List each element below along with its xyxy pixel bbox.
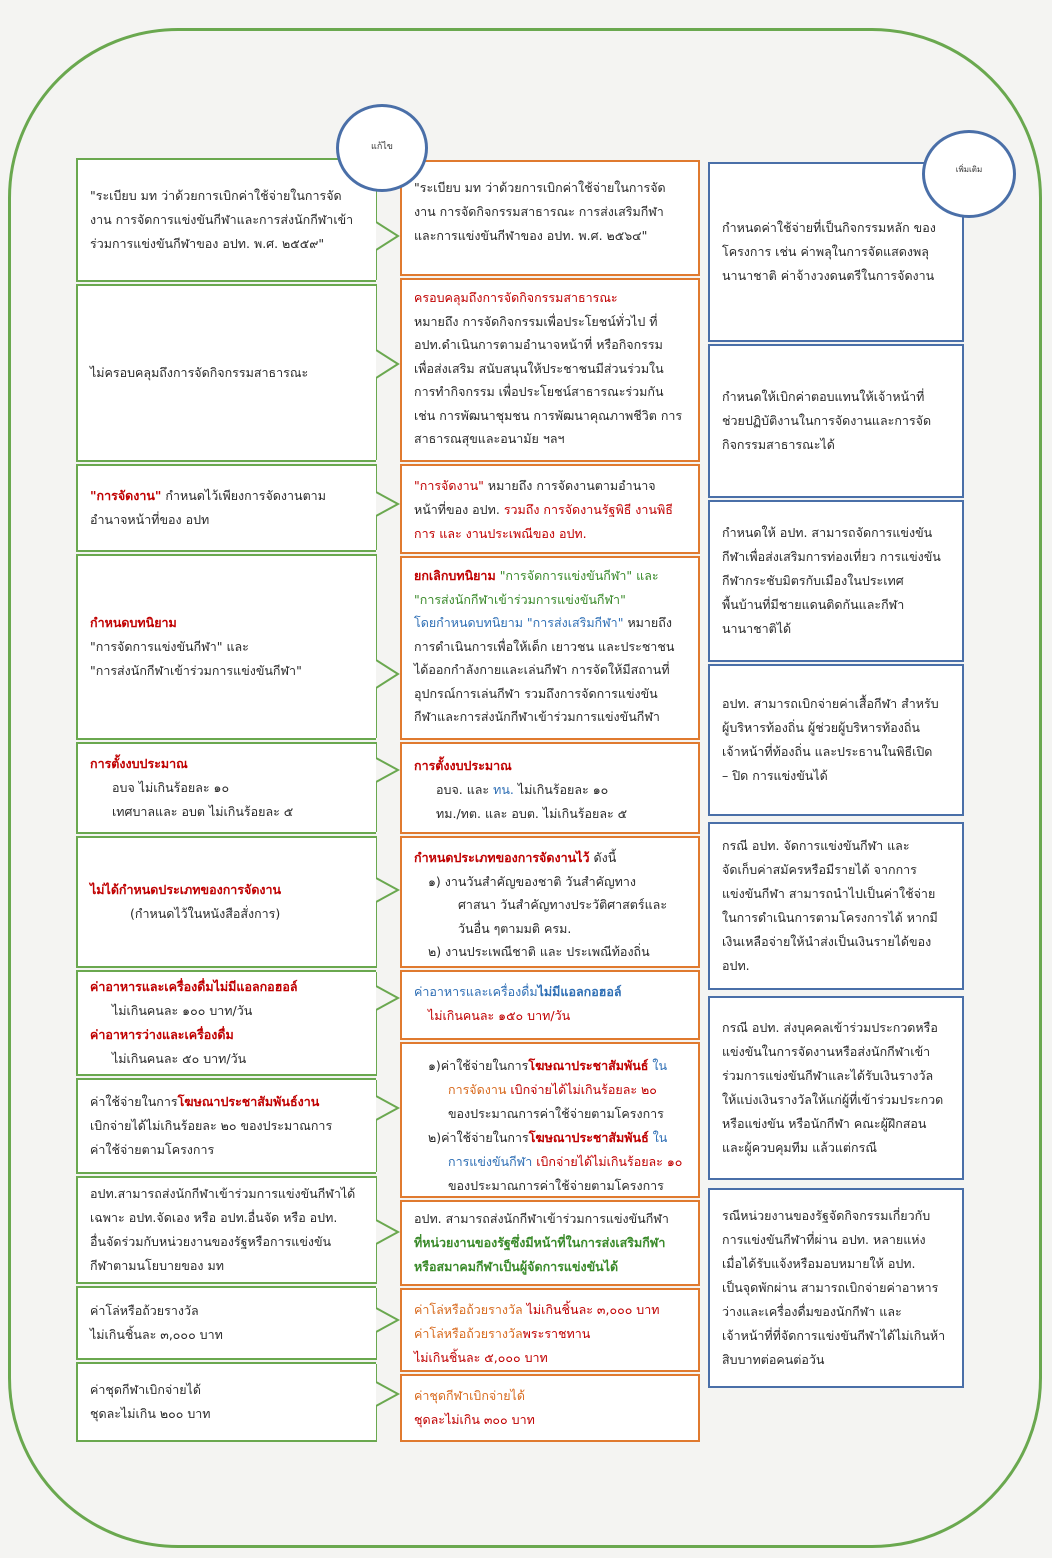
- right-box-7: [708, 1188, 964, 1388]
- middle-box-3: [400, 464, 700, 554]
- left-7-line-1: ไม่เกินคนละ ๑๐๐ บาท/วัน: [112, 1003, 253, 1018]
- middle-10-b2: พระราชทาน: [522, 1326, 591, 1341]
- middle-6-line-1: ๑) งานวันสำคัญของชาติ วันสำคัญทาง: [428, 873, 637, 889]
- right-3-line-5: นานาชาติได้: [722, 621, 792, 636]
- middle-box-7: [400, 970, 700, 1040]
- middle-6-head: กำหนดประเภทของการจัดงานไว้: [414, 850, 590, 865]
- middle-box-6: [400, 836, 700, 968]
- right-7-line-4: เป็นจุดพักผ่าน สามารถเบิกจ่ายค่าอาหาร: [722, 1280, 939, 1295]
- middle-8-p2f: ของประมาณการค่าใช้จ่ายตามโครงการ: [448, 1178, 664, 1193]
- middle-8-p1f: ของประมาณการค่าใช้จ่ายตามโครงการ: [448, 1106, 664, 1121]
- left-8-pre: ค่าใช้จ่ายในการ: [90, 1094, 178, 1109]
- middle-box-1: [400, 160, 700, 276]
- middle-box-4: [400, 556, 700, 740]
- middle-10-a2: ไม่เกินชิ้นละ ๓,๐๐๐ บาท: [526, 1302, 660, 1317]
- middle-4-line-1: การดำเนินการเพื่อให้เด็ก เยาวชน และประชาชน: [414, 638, 675, 654]
- add-circle-label: เพิ่มเติม: [955, 165, 983, 174]
- right-7-line-7: สิบบาทต่อคนต่อวัน: [722, 1352, 825, 1367]
- middle-8-p2b: โฆษณาประชาสัมพันธ์: [528, 1130, 649, 1145]
- right-box-3: [708, 500, 964, 662]
- right-6-line-2: แข่งขันในการจัดงานหรือส่งนักกีฬาเข้า: [722, 1044, 931, 1059]
- right-4-line-3: เจ้าหน้าที่ท้องถิ่น และประธานในพิธีเปิด: [722, 744, 933, 759]
- right-1-line-2: โครงการ เช่น ค่าพลุในการจัดแสดงพลุ: [722, 244, 929, 259]
- middle-4-h3b: หมายถึง: [627, 615, 672, 630]
- middle-4-h3: โดยกำหนดบทนิยาม "การส่งเสริมกีฬา": [414, 615, 624, 630]
- left-box-7: [76, 970, 376, 1076]
- left-8-head: โฆษณาประชาสัมพันธ์งาน: [177, 1094, 320, 1109]
- middle-3-line-1: หมายถึง การจัดงานตามอำนาจ: [487, 478, 656, 493]
- middle-8-p2a: ๒)ค่าใช้จ่ายในการ: [428, 1130, 529, 1145]
- left-6-line-1: (กำหนดไว้ในหนังสือสั่งการ): [130, 906, 281, 921]
- left-10-line-2: ไม่เกินชิ้นละ ๓,๐๐๐ บาท: [90, 1327, 223, 1342]
- left-11-line-1: ค่าชุดกีฬาเบิกจ่ายได้: [90, 1382, 201, 1397]
- left-box-6: [76, 836, 376, 968]
- middle-4-line-3: อุปกรณ์การเล่นกีฬา รวมถึงการจัดการแข่งขัน: [414, 685, 658, 701]
- left-box-8: [76, 1078, 376, 1174]
- right-6-line-3: ร่วมการแข่งขันกีฬาและได้รับเงินรางวัล: [722, 1068, 934, 1083]
- left-2-line-1: ไม่ครอบคลุมถึงการจัดกิจกรรมสาธารณะ: [90, 365, 309, 380]
- right-3-line-1: กำหนดให้ อปท. สามารถจัดการแข่งขัน: [722, 525, 933, 540]
- middle-4-head: ยกเลิกบทนิยาม: [414, 568, 496, 583]
- right-6-line-6: และผู้ควบคุมทีม แล้วแต่กรณี: [722, 1140, 877, 1155]
- middle-6-headb: ดังนี้: [593, 850, 617, 865]
- edit-circle-label: แก้ไข: [371, 142, 393, 152]
- right-5-line-5: เงินเหลือจ่ายให้นำส่งเป็นเงินรายได้ของ: [722, 934, 932, 949]
- right-5-line-1: กรณี อปท. จัดการแข่งขันกีฬา และ: [722, 838, 910, 853]
- middle-11-a2: ชุดละไม่เกิน ๓๐๐ บาท: [414, 1412, 535, 1427]
- middle-2-line-5: เช่น การพัฒนาชุมชน การพัฒนาคุณภาพชีวิต การ: [414, 407, 683, 423]
- middle-10-b1: ค่าโล่หรือถ้วยรางวัล: [414, 1326, 523, 1341]
- left-box-1: [76, 158, 376, 282]
- left-10-line-1: ค่าโล่หรือถ้วยรางวัล: [90, 1303, 199, 1318]
- left-box-3: [76, 464, 376, 552]
- add-circle: [922, 130, 1016, 218]
- left-3-line-1: กำหนดไว้เพียงการจัดงานตาม: [165, 488, 326, 503]
- right-4-line-1: อปท. สามารถเบิกจ่ายค่าเสื้อกีฬา สำหรับ: [722, 696, 939, 711]
- middle-4-h2: "การส่งนักกีฬาเข้าร่วมการแข่งขันกีฬา": [414, 591, 626, 607]
- middle-10-b3: ไม่เกินชิ้นละ ๕,๐๐๐ บาท: [414, 1350, 548, 1365]
- left-4-head: กำหนดบทนิยาม: [90, 615, 177, 630]
- middle-box-9: [400, 1200, 700, 1286]
- left-box-9: [76, 1176, 376, 1284]
- middle-3-line-2: หน้าที่ของ อปท.: [414, 502, 500, 517]
- middle-4-line-4: กีฬาและการส่งนักกีฬาเข้าร่วมการแข่งขันกีฬา: [414, 709, 660, 724]
- middle-8-p1b: โฆษณาประชาสัมพันธ์: [528, 1058, 649, 1073]
- right-7-line-5: ว่างและเครื่องดื่มของนักกีฬา และ: [722, 1304, 902, 1319]
- right-2-line-1: กำหนดให้เบิกค่าตอบแทนให้เจ้าหน้าที่: [722, 389, 925, 404]
- middle-8-p1a: ๑)ค่าใช้จ่ายในการ: [428, 1058, 529, 1073]
- left-3-head: "การจัดงาน": [90, 488, 162, 503]
- left-box-5: [76, 742, 376, 834]
- left-3-line-2: อำนาจหน้าที่ของ อปท: [90, 512, 210, 527]
- middle-2-line-3: เพื่อส่งเสริม สนับสนุนให้ประชาชนมีส่วนร่วมใน: [414, 360, 664, 376]
- middle-7-head: ไม่มีแอลกอฮอล์: [537, 984, 622, 999]
- left-8-line-2: ค่าใช้จ่ายตามโครงการ: [90, 1142, 215, 1157]
- middle-1-line-3: และการแข่งขันกีฬาของ อปท. พ.ศ. ๒๕๖๔": [414, 228, 648, 243]
- left-4-line-1: "การจัดการแข่งขันกีฬา" และ: [90, 639, 249, 654]
- right-7-line-6: เจ้าหน้าที่ที่จัดการแข่งขันกีฬาได้ไม่เกินห้า: [722, 1328, 946, 1343]
- left-5-head: การตั้งงบประมาณ: [90, 756, 188, 771]
- right-2-line-2: ช่วยปฏิบัติงานในการจัดงานและการจัด: [722, 413, 932, 428]
- left-4-line-2: "การส่งนักกีฬาเข้าร่วมการแข่งขันกีฬา": [90, 663, 302, 678]
- left-7-head-2: ค่าอาหารว่างและเครื่องดื่ม: [90, 1027, 234, 1042]
- left-9-line-3: อื่นจัดร่วมกับหน่วยงานของรัฐหรือการแข่งขัน: [90, 1234, 332, 1249]
- right-5-line-4: ในการดำเนินการตามโครงการได้ หากมี: [722, 910, 938, 925]
- middle-2-line-4: การทำกิจกรรม เพื่อประโยชน์สาธารณะร่วมกัน: [414, 384, 664, 399]
- right-5-line-6: อปท.: [722, 958, 750, 973]
- left-5-line-1: อบจ ไม่เกินร้อยละ ๑๐: [112, 780, 230, 795]
- right-6-line-5: หรือแข่งขัน หรือนักกีฬา คณะผู้ฝึกสอน: [722, 1116, 927, 1131]
- right-2-line-3: กิจกรรมสาธารณะได้: [722, 437, 835, 452]
- right-6-line-1: กรณี อปท. ส่งบุคคลเข้าร่วมประกวดหรือ: [722, 1020, 938, 1035]
- middle-5-l1b: ทน.: [493, 782, 514, 797]
- left-6-head: ไม่ได้กำหนดประเภทของการจัดงาน: [90, 882, 282, 897]
- middle-2-line-1: หมายถึง การจัดกิจกรรมเพื่อประโยชน์ทั่วไป ที่: [414, 313, 658, 329]
- middle-3-line-2b: รวมถึง การจัดงานรัฐพิธี งานพิธี: [503, 502, 673, 517]
- middle-8-p1e: เบิกจ่ายได้ไม่เกินร้อยละ ๒๐: [510, 1082, 657, 1097]
- left-box-10: [76, 1286, 376, 1360]
- middle-box-11: [400, 1374, 700, 1442]
- right-box-5: [708, 822, 964, 990]
- left-1-line-3: ร่วมการแข่งขันกีฬาของ อปท. พ.ศ. ๒๕๕๙": [90, 236, 325, 251]
- left-8-line-1: เบิกจ่ายได้ไม่เกินร้อยละ ๒๐ ของประมาณการ: [90, 1118, 333, 1133]
- left-7-head: ค่าอาหารและเครื่องดื่มไม่มีแอลกอฮอล์: [90, 979, 298, 994]
- left-box-4: [76, 554, 376, 740]
- middle-8-p2e: เบิกจ่ายได้ไม่เกินร้อยละ ๑๐: [536, 1154, 683, 1169]
- middle-9-g2: หรือสมาคมกีฬาเป็นผู้จัดการแข่งขันได้: [414, 1259, 619, 1274]
- right-6-line-4: ให้แบ่งเงินรางวัลให้แก่ผู้ที่เข้าร่วมประกวด: [722, 1092, 944, 1107]
- middle-3-line-3: การ และ งานประเพณีของ อปท.: [414, 526, 587, 541]
- middle-8-p1c: ใน: [652, 1058, 668, 1073]
- right-4-line-4: – ปิด การแข่งขันได้: [722, 768, 828, 783]
- middle-6-line-3: วันอื่น ๆตามมติ ครม.: [458, 920, 572, 936]
- middle-box-8: [400, 1042, 700, 1198]
- middle-1-line-1: "ระเบียบ มท ว่าด้วยการเบิกค่าใช้จ่ายในการจัด: [414, 180, 666, 195]
- right-1-line-1: กำหนดค่าใช้จ่ายที่เป็นกิจกรรมหลัก ของ: [722, 220, 936, 235]
- middle-5-head: การตั้งงบประมาณ: [414, 758, 512, 773]
- right-5-line-2: จัดเก็บค่าสมัครหรือมีรายได้ จากการ: [722, 862, 917, 877]
- right-3-line-4: พื้นบ้านที่มีชายแดนติดกันและกีฬา: [722, 597, 905, 612]
- middle-9-g1: ที่หน่วยงานของรัฐซึ่งมีหน้าที่ในการส่งเสริมกีฬา: [414, 1235, 666, 1250]
- middle-5-l1c: ไม่เกินร้อยละ ๑๐: [517, 782, 609, 797]
- middle-8-p1d: การจัดงาน: [448, 1082, 507, 1097]
- right-7-line-2: การแข่งขันกีฬาที่ผ่าน อปท. หลายแห่ง: [722, 1232, 926, 1247]
- middle-2-head: ครอบคลุมถึงการจัดกิจกรรมสาธารณะ: [414, 290, 618, 305]
- middle-2-line-6: สาธารณสุขและอนามัย ฯลฯ: [414, 431, 565, 446]
- middle-4-h1: "การจัดการแข่งขันกีฬา" และ: [499, 568, 659, 583]
- middle-9-line: อปท. สามารถส่งนักกีฬาเข้าร่วมการแข่งขันกีฬา: [414, 1211, 669, 1226]
- left-11-line-2: ชุดละไม่เกิน ๒๐๐ บาท: [90, 1406, 211, 1421]
- middle-10-a1: ค่าโล่หรือถ้วยรางวัล: [414, 1302, 523, 1317]
- middle-11-a1: ค่าชุดกีฬาเบิกจ่ายได้: [414, 1388, 525, 1403]
- middle-box-10: [400, 1288, 700, 1372]
- middle-7-pre: ค่าอาหารและเครื่องดื่ม: [414, 984, 538, 999]
- left-9-line-2: เฉพาะ อปท.จัดเอง หรือ อปท.อื่นจัด หรือ อปท.: [90, 1210, 338, 1225]
- left-1-line-2: งาน การจัดการแข่งขันกีฬาและการส่งนักกีฬาเข้า: [90, 212, 354, 227]
- middle-6-line-2: ศาสนา วันสำคัญทางประวัติศาสตร์และ: [458, 897, 668, 912]
- middle-1-line-2: งาน การจัดกิจกรรมสาธารณะ การส่งเสริมกีฬา: [414, 204, 664, 219]
- left-7-line-2: ไม่เกินคนละ ๕๐ บาท/วัน: [112, 1051, 247, 1066]
- middle-5-l1a: อบจ. และ: [436, 782, 490, 797]
- middle-4-line-2: ได้ออกกำลังกายและเล่นกีฬา การจัดให้มีสถานที่: [414, 662, 670, 677]
- left-9-line-4: กีฬาตามนโยบายของ มท: [90, 1258, 224, 1273]
- middle-3-head: "การจัดงาน": [414, 478, 484, 493]
- middle-box-5: [400, 742, 700, 834]
- left-5-line-2: เทศบาลและ อบต ไม่เกินร้อยละ ๕: [112, 804, 294, 819]
- right-5-line-3: แข่งขันกีฬา สามารถนำไปเป็นค่าใช้จ่าย: [722, 886, 936, 901]
- left-box-11: [76, 1362, 376, 1442]
- left-box-2: [76, 284, 376, 462]
- right-box-6: [708, 996, 964, 1180]
- right-7-line-1: รณีหน่วยงานของรัฐจัดกิจกรรมเกี่ยวกับ: [722, 1208, 931, 1223]
- right-4-line-2: ผู้บริหารท้องถิ่น ผู้ช่วยผู้บริหารท้องถิ่น: [722, 720, 920, 735]
- middle-8-p2d: การแข่งขันกีฬา: [448, 1154, 533, 1169]
- right-box-4: [708, 664, 964, 816]
- left-9-line-1: อปท.สามารถส่งนักกีฬาเข้าร่วมการแข่งขันกีฬาได้: [90, 1186, 356, 1201]
- middle-2-line-2: อปท.ดำเนินการตามอำนาจหน้าที่ หรือกิจกรรม: [414, 337, 663, 352]
- edit-circle: [336, 104, 428, 192]
- middle-7-line: ไม่เกินคนละ ๑๕๐ บาท/วัน: [428, 1008, 571, 1023]
- right-box-2: [708, 344, 964, 498]
- left-1-line-1: "ระเบียบ มท ว่าด้วยการเบิกค่าใช้จ่ายในการจัด: [90, 188, 342, 203]
- middle-6-line-4: ๒) งานประเพณีชาติ และ ประเพณีท้องถิ่น: [428, 944, 650, 959]
- middle-box-2: [400, 278, 700, 462]
- middle-8-p2c: ใน: [652, 1130, 668, 1145]
- right-3-line-2: กีฬาเพื่อส่งเสริมการท่องเที่ยว การแข่งขัน: [722, 549, 941, 564]
- right-3-line-3: กีฬากระชับมิตรกับเมืองในประเทศ: [722, 573, 904, 588]
- right-7-line-3: เมื่อได้รับแจ้งหรือมอบหมายให้ อปท.: [722, 1256, 916, 1271]
- right-1-line-3: นานาชาติ ค่าจ้างวงดนตรีในการจัดงาน: [722, 268, 935, 283]
- middle-5-line-2: ทม./ทต. และ อบต. ไม่เกินร้อยละ ๕: [436, 806, 628, 821]
